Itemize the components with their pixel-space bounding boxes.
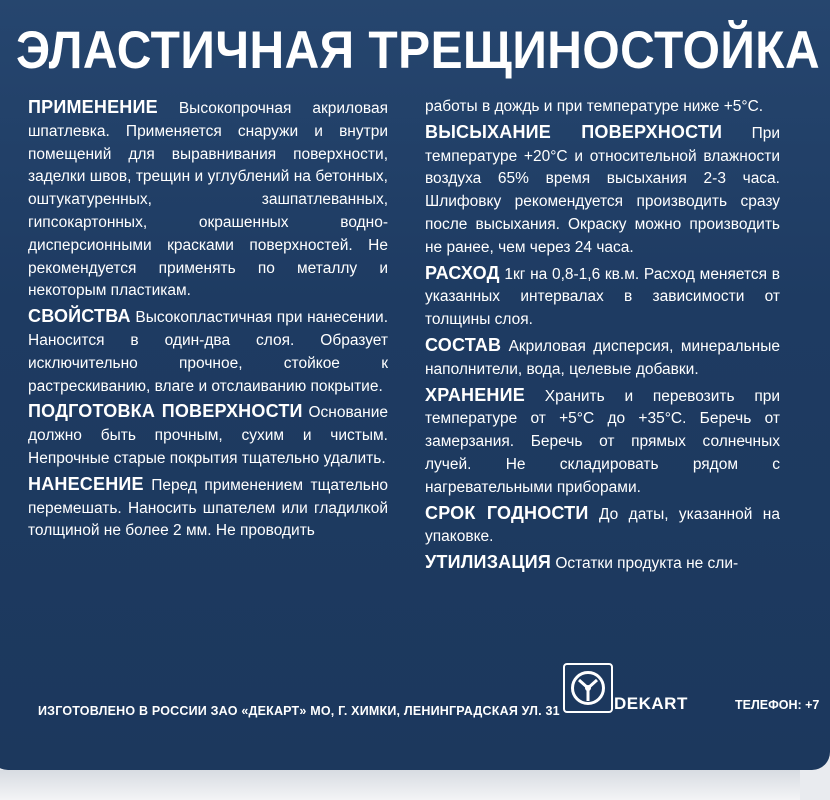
right-column	[425, 96, 780, 578]
section-text: 1кг на 0,8-1,6 кв.м. Расход меняется в указанных интервалах в зависимости от толщины слоя.	[425, 265, 780, 329]
section-heading: РАСХОД	[425, 262, 500, 283]
section-heading: СОСТАВ	[425, 334, 502, 355]
section-heading: СВОЙСТВА	[28, 306, 131, 327]
label-section	[425, 551, 780, 576]
manufacturer-address: ИЗГОТОВЛЕНО В РОССИИ ЗАО «ДЕКАРТ» МО, Г. ХИМКИ, ЛЕНИНГРАДСКАЯ УЛ. 31	[38, 704, 560, 718]
label-section	[425, 262, 780, 332]
label-section	[28, 400, 388, 470]
section-text: работы в дождь и при температуре ниже +5°С.	[425, 98, 764, 115]
section-heading: ВЫСЫХАНИЕ ПОВЕРХНОСТИ	[425, 121, 723, 142]
section-text: Перед применением тщательно перемешать. Наносить шпателем или гладилкой толщиной не более 2 мм. Не проводить	[28, 476, 388, 540]
section-heading: ХРАНЕНИЕ	[425, 384, 525, 405]
dekart-logo-icon	[563, 663, 613, 713]
section-text: При температуре +20°С и относительной влажности воздуха 65% время высыхания 2-3 часа. Шлифовку рекомендуется производить сразу после высыхания. Окраску можно производить не ранее, чем через 24 часа.	[425, 124, 780, 256]
section-heading: УТИЛИЗАЦИЯ	[425, 552, 551, 573]
label-section	[425, 121, 780, 260]
section-heading: ПОДГОТОВКА ПОВЕРХНОСТИ	[28, 401, 303, 422]
brand-name: DEKART	[614, 694, 688, 713]
section-text: Высокопластичная при нанесении. Наносится в один-два слоя. Образует исключительно прочное, стойкое к растрескиванию, влаге и отслаиванию покрытие.	[28, 309, 389, 395]
section-text: Остатки продукта не сли-	[555, 555, 739, 573]
label-section	[28, 96, 388, 303]
label-section	[425, 384, 780, 500]
label-section	[28, 473, 388, 543]
bucket-surface	[0, 770, 800, 800]
section-heading: СРОК ГОДНОСТИ	[425, 502, 589, 523]
section-text: Высокопрочная акриловая шпатлевка. Применяется снаружи и внутри помещений для выравнивания поверхности, заделки швов, трещин и углублений на бетонных, оштукатуренных, зашпатлеванных, гипсокартонных, окрашенных водно-дисперсионными красками поверхностей. Не рекомендуется применять по металлу и некоторым пластикам.	[28, 100, 388, 300]
section-text: Акриловая дисперсия, минеральные наполнители, вода, целевые добавки.	[425, 337, 781, 378]
label-section	[425, 502, 780, 550]
label-section	[425, 334, 780, 382]
section-heading: НАНЕСЕНИЕ	[28, 473, 144, 494]
left-column	[28, 96, 388, 545]
section-text: Хранить и перевозить при температуре от +5°С до +35°С. Беречь от замерзания. Беречь от прямых солнечных лучей. Не складировать рядом с нагревательными приборами.	[425, 387, 781, 496]
section-heading: ПРИМЕНЕНИЕ	[28, 97, 158, 117]
phone-label: ТЕЛЕФОН: +7	[735, 698, 820, 712]
section-text: Основание должно быть прочным, сухим и чистым. Непрочные старые покрытия тщательно удалить.	[28, 404, 388, 467]
product-title: ЭЛАСТИЧНАЯ ТРЕЩИНОСТОЙКА	[16, 21, 821, 80]
label-section	[425, 96, 780, 119]
section-text: До даты, указанной на упаковке.	[425, 505, 780, 546]
label-section	[28, 305, 388, 398]
